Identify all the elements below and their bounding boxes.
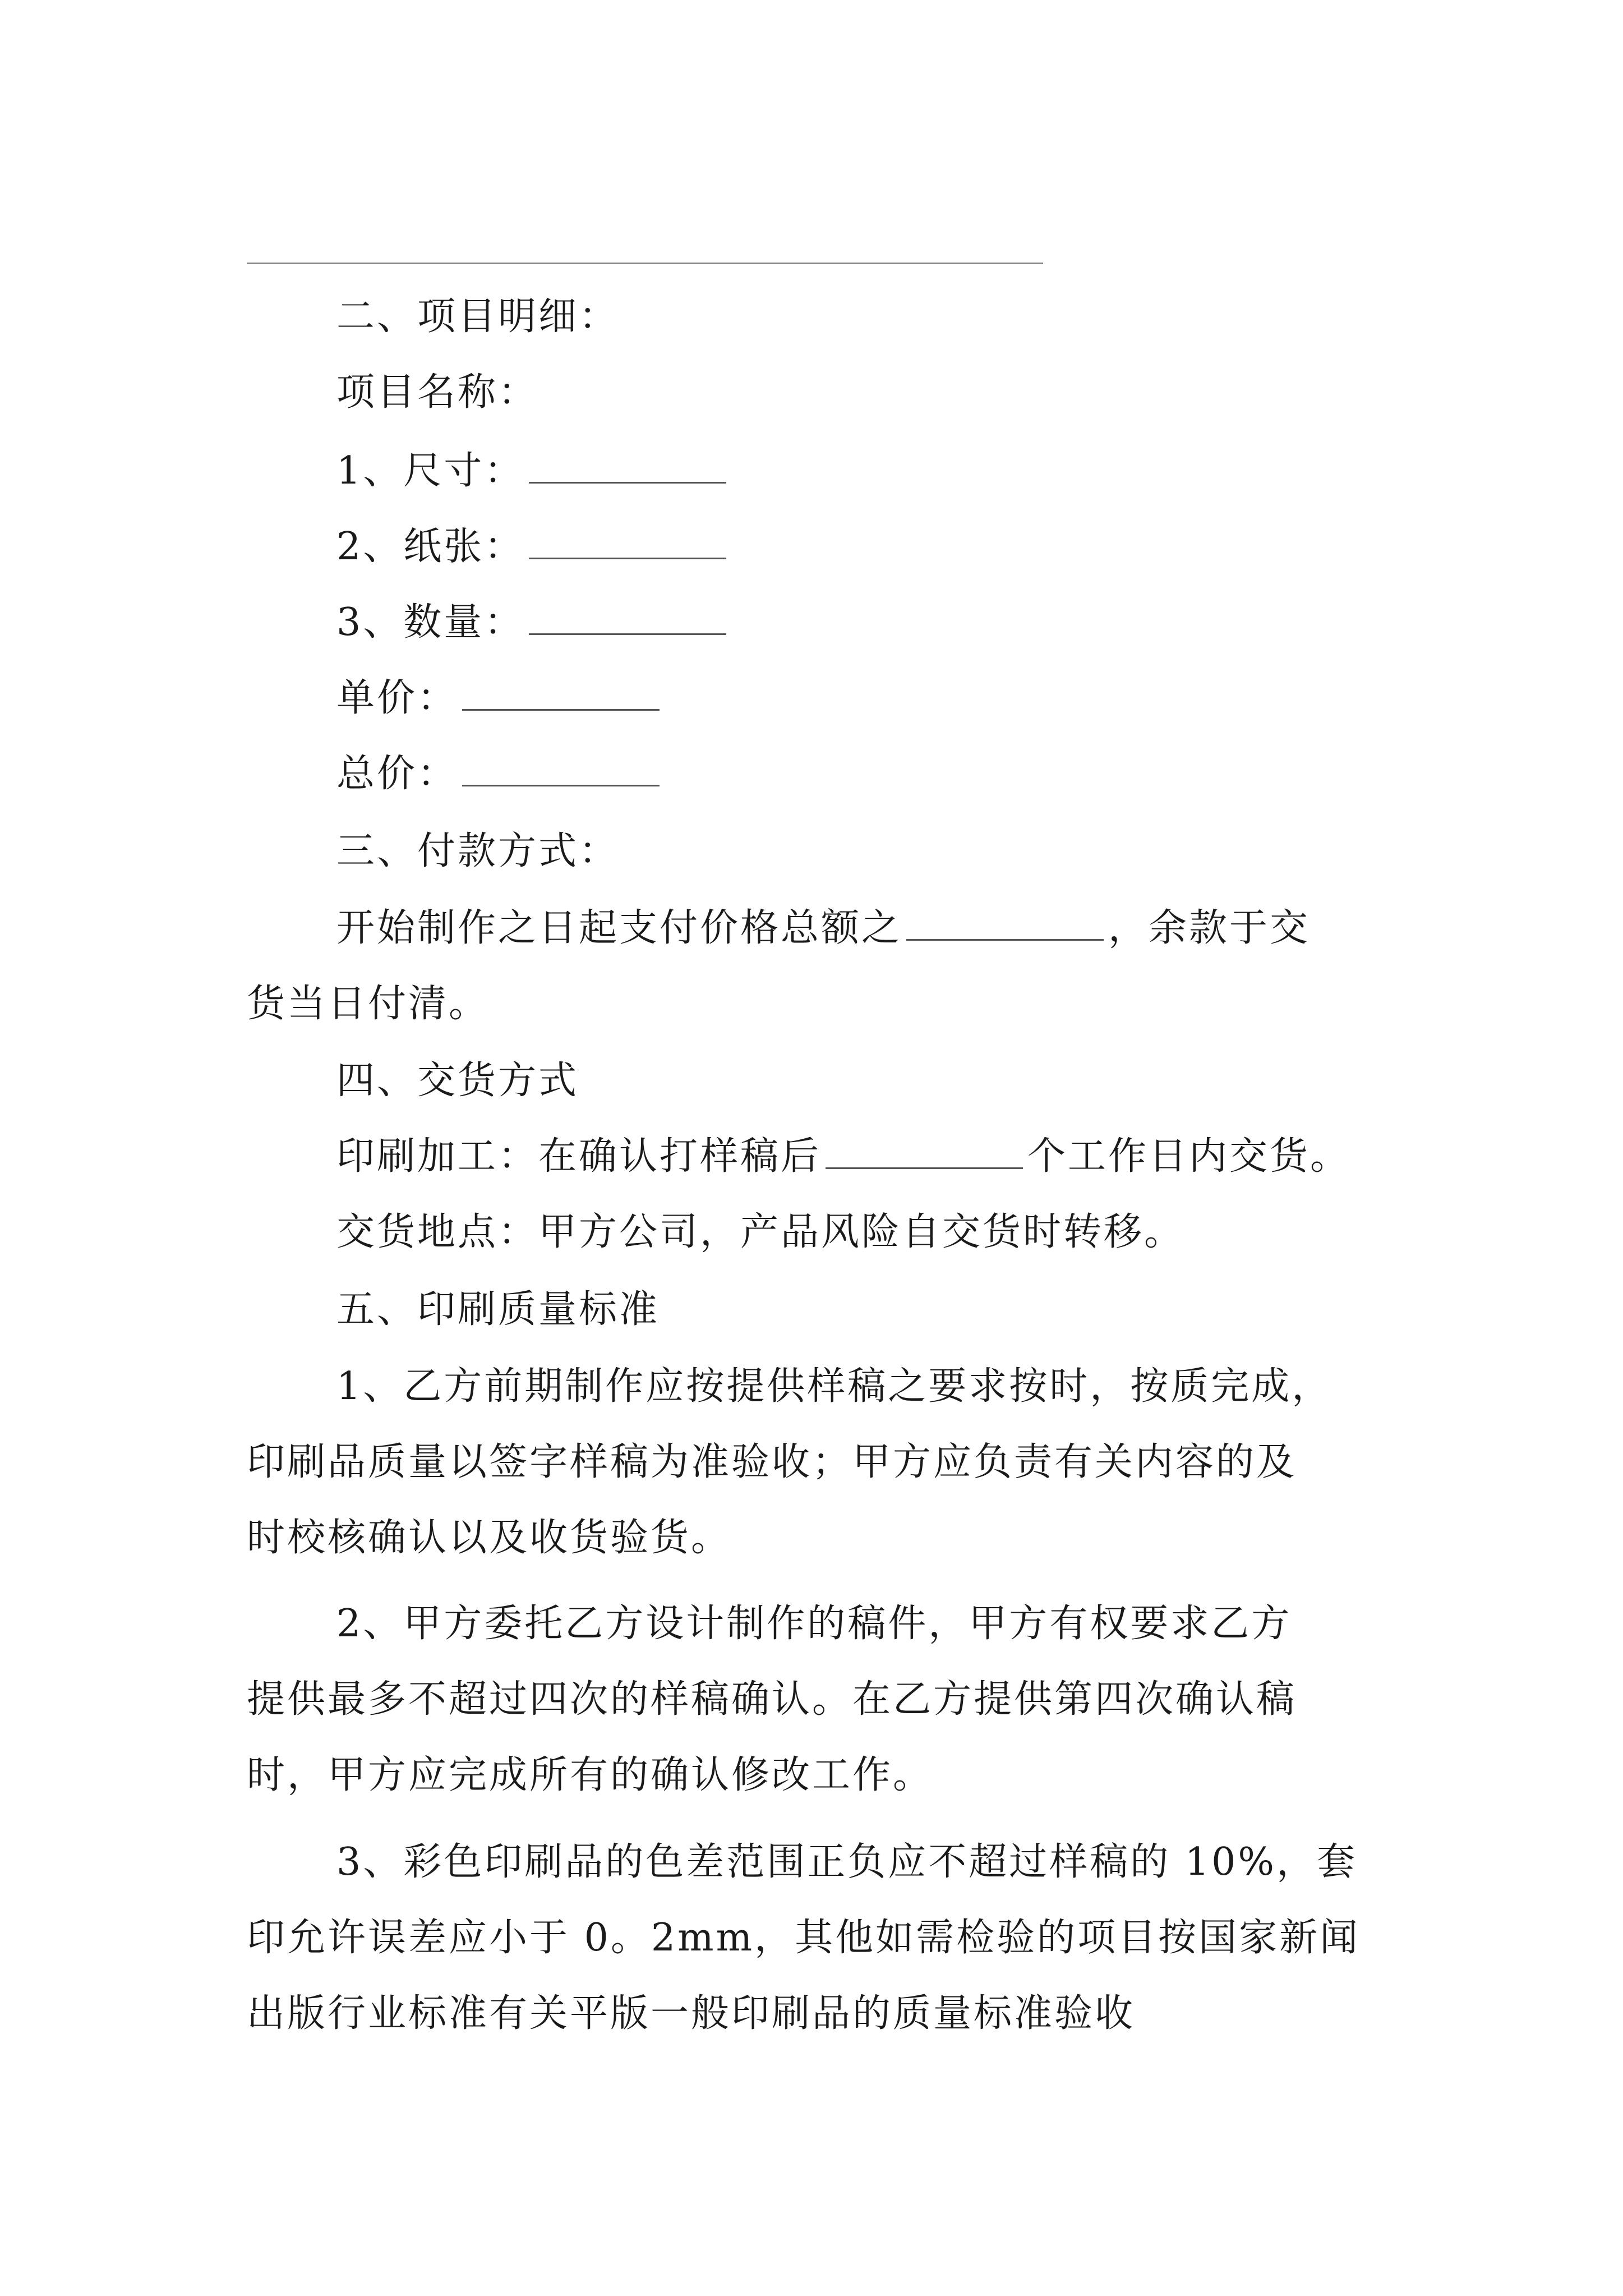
processing-text-before: 印刷加工：在确认打样稿后 <box>336 1134 822 1179</box>
quality-item1-line2: 印刷品质量以签字样稿为准验收；甲方应负责有关内容的及 <box>247 1440 1297 1484</box>
quality-item2-line1: 2、甲方委托乙方设计制作的稿件，甲方有权要求乙方 <box>336 1602 1292 1646</box>
quality-item2-line2: 提供最多不超过四次的样稿确认。在乙方提供第四次确认稿 <box>247 1677 1297 1722</box>
total-price-row <box>336 752 664 797</box>
section5-heading: 五、印刷质量标准 <box>336 1287 660 1332</box>
size-row <box>336 449 731 494</box>
unit-price-row <box>336 676 664 721</box>
payment-text-before: 开始制作之日起支付价格总额之 <box>336 906 902 950</box>
processing-line <box>336 1134 1350 1179</box>
quality-item1-line3: 时校核确认以及收货验货。 <box>247 1516 732 1560</box>
section2-heading: 二、项目明细： <box>336 295 620 339</box>
unit-price-label: 单价： <box>336 676 458 720</box>
quality-item3-line2: 印允许误差应小于 0。2mm，其他如需检验的项目按国家新闻 <box>247 1916 1361 1960</box>
working-days-blank-field <box>826 1162 1023 1169</box>
total-price-label: 总价： <box>336 752 458 796</box>
payment-line-2: 货当日付清。 <box>247 982 490 1026</box>
payment-line-1 <box>336 906 1310 951</box>
processing-text-after: 个工作日内交货。 <box>1027 1134 1351 1179</box>
paper-label: 2、纸张： <box>336 524 525 569</box>
quantity-blank-field <box>529 628 726 635</box>
quality-item3-line3: 出版行业标准有关平版一般印刷品的质量标准验收 <box>247 1991 1136 2036</box>
paper-blank-field <box>529 552 726 559</box>
payment-text-after: ，余款于交 <box>1108 906 1311 950</box>
size-label: 1、尺寸： <box>336 449 525 493</box>
quantity-row <box>336 600 731 645</box>
delivery-location: 交货地点：甲方公司，产品风险自交货时转移。 <box>336 1210 1185 1254</box>
quality-item2-line3: 时，甲方应完成所有的确认修改工作。 <box>247 1753 934 1797</box>
payment-ratio-blank-field <box>906 933 1104 941</box>
section4-heading: 四、交货方式 <box>336 1059 579 1103</box>
size-blank-field <box>529 476 726 484</box>
quality-item1-line1: 1、乙方前期制作应按提供样稿之要求按时，按质完成， <box>336 1364 1332 1409</box>
quantity-label: 3、数量： <box>336 600 525 645</box>
section3-heading: 三、付款方式： <box>336 829 620 873</box>
unit-price-blank-field <box>462 703 660 711</box>
total-price-blank-field <box>462 779 660 786</box>
header-rule <box>247 263 1043 264</box>
project-name-label: 项目名称： <box>336 370 539 415</box>
quality-item3-line1: 3、彩色印刷品的色差范围正负应不超过样稿的 10%，套 <box>336 1840 1358 1884</box>
paper-row <box>336 524 731 569</box>
